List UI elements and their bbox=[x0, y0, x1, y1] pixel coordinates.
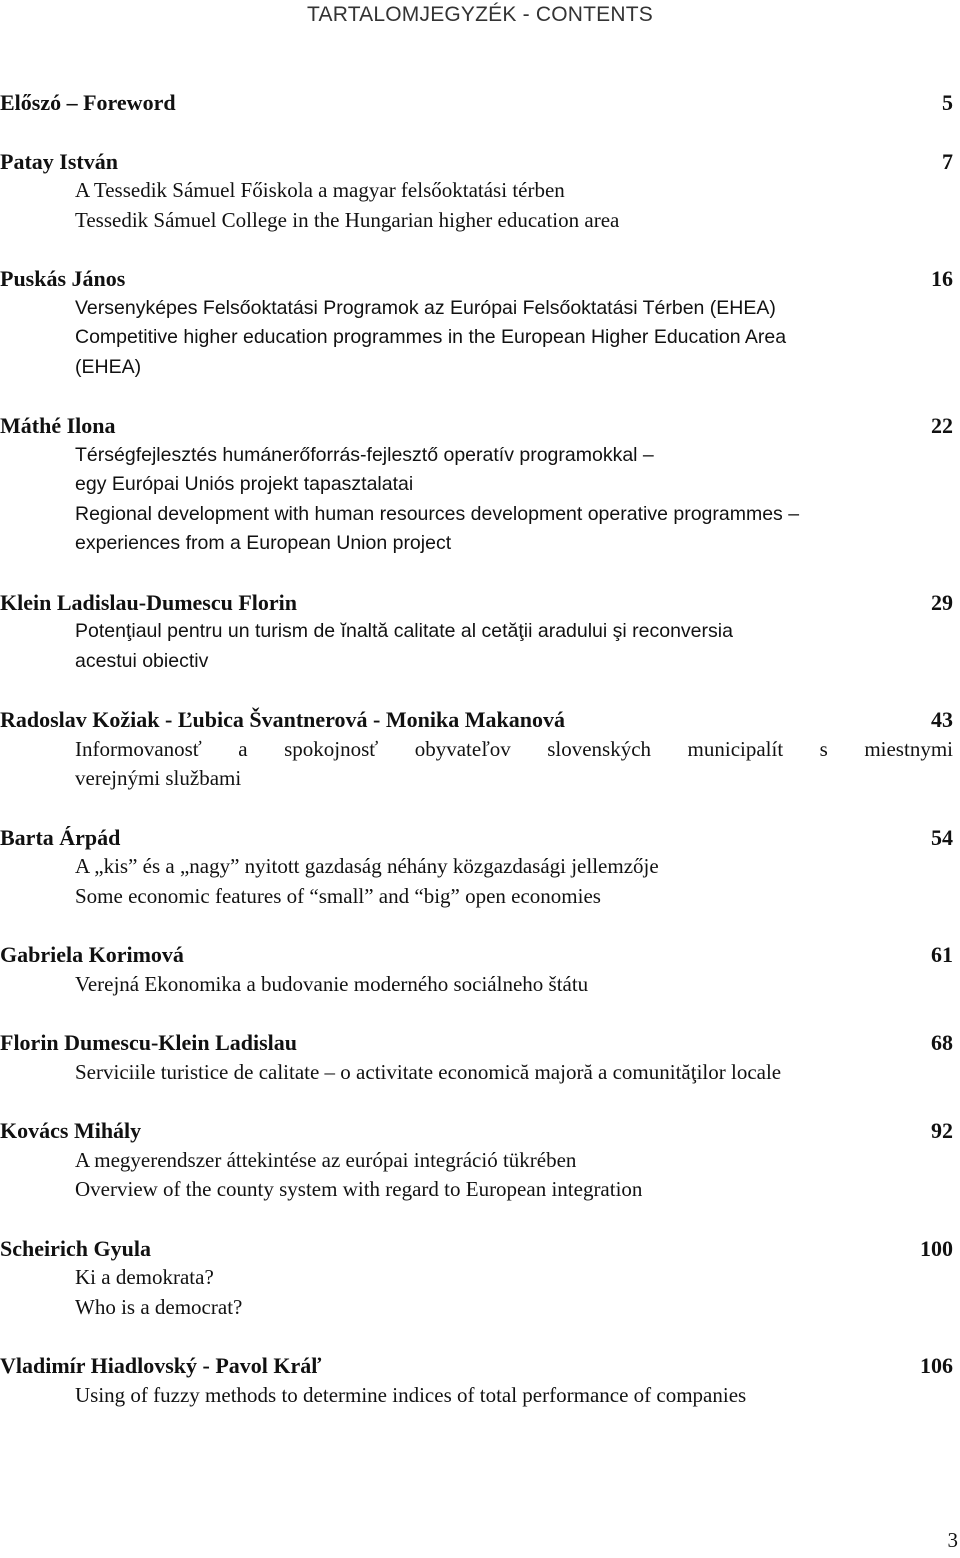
entry-page-number: 100 bbox=[920, 1235, 953, 1261]
entry-title: egy Európai Uniós projekt tapasztalatai bbox=[75, 473, 414, 495]
toc-entry-korimova[interactable] bbox=[0, 940, 953, 999]
entry-author: Előszó – Foreword bbox=[0, 90, 176, 115]
page-title: TARTALOMJEGYZÉK - CONTENTS bbox=[307, 3, 653, 26]
toc-entry-puskas[interactable] bbox=[0, 264, 953, 382]
entry-author: Klein Ladislau-Dumescu Florin bbox=[0, 589, 298, 615]
entry-title: Verejná Ekonomika a budovanie moderného sociálneho štátu bbox=[75, 971, 589, 996]
entry-title: A „kis” és a „nagy” nyitott gazdaság néhány közgazdasági jellemzője bbox=[75, 854, 659, 878]
entry-page-number: 5 bbox=[942, 90, 953, 115]
entry-title: (EHEA) bbox=[75, 355, 142, 378]
entry-author: Radoslav Kožiak - Ľubica Švantnerová - Monika Makanová bbox=[0, 707, 565, 732]
entry-page-number: 22 bbox=[931, 413, 953, 438]
entry-title: verejnými službami bbox=[75, 766, 242, 790]
entry-page-number: 106 bbox=[920, 1353, 953, 1378]
entry-title: A Tessedik Sámuel Főiskola a magyar felsőoktatási térben bbox=[75, 178, 565, 202]
entry-title: Serviciile turistice de calitate – o activitate economică majoră a comunităţilor locale bbox=[75, 1059, 782, 1084]
toc-entry-mathe[interactable] bbox=[0, 411, 953, 559]
entry-title: Potenţiaul pentru un turism de ĭnaltă calitate al cetăţii aradului şi reconversia bbox=[75, 620, 733, 642]
entry-author: Scheirich Gyula bbox=[0, 1235, 151, 1261]
entry-title: Térségfejlesztés humánerőforrás-fejlesztő operatív programokkal – bbox=[75, 443, 654, 466]
entry-page-number: 92 bbox=[931, 1118, 953, 1143]
entry-page-number: 7 bbox=[942, 148, 953, 174]
entry-title: Using of fuzzy methods to determine indices of total performance of companies bbox=[75, 1382, 747, 1407]
entry-author: Kovács Mihály bbox=[0, 1118, 142, 1143]
entry-author: Máthé Ilona bbox=[0, 413, 116, 438]
toc-entry-scheirich[interactable] bbox=[0, 1234, 953, 1323]
entry-title: Tessedik Sámuel College in the Hungarian higher education area bbox=[75, 207, 620, 232]
toc-entry-koziak[interactable] bbox=[0, 705, 953, 794]
table-of-contents bbox=[0, 88, 953, 1439]
entry-title: Who is a democrat? bbox=[75, 1294, 243, 1319]
entry-page-number: 61 bbox=[931, 942, 953, 967]
toc-entry-foreword[interactable] bbox=[0, 88, 953, 118]
entry-title: Regional development with human resources development operative programmes – bbox=[75, 502, 800, 525]
page-number: 3 bbox=[947, 1528, 958, 1552]
entry-title: experiences from a European Union project bbox=[75, 532, 452, 554]
entry-author: Gabriela Korimová bbox=[0, 942, 184, 967]
toc-entry-kovacs[interactable] bbox=[0, 1116, 953, 1205]
entry-page-number: 43 bbox=[931, 707, 953, 732]
entry-author: Florin Dumescu-Klein Ladislau bbox=[0, 1030, 298, 1055]
entry-page-number: 16 bbox=[931, 266, 953, 291]
entry-title: Some economic features of “small” and “big” open economies bbox=[75, 883, 601, 908]
entry-author: Puskás János bbox=[0, 266, 126, 291]
entry-title: A megyerendszer áttekintése az európai integráció tükrében bbox=[75, 1147, 577, 1172]
entry-author: Barta Árpád bbox=[0, 824, 121, 850]
toc-entry-hiadlovsky[interactable] bbox=[0, 1351, 953, 1410]
toc-entry-dumescu[interactable] bbox=[0, 1028, 953, 1087]
entry-title: Overview of the county system with regard to European integration bbox=[75, 1177, 643, 1201]
entry-title: Ki a demokrata? bbox=[75, 1265, 214, 1289]
toc-entry-patay[interactable] bbox=[0, 147, 953, 236]
toc-entry-barta[interactable] bbox=[0, 823, 953, 912]
entry-title: Competitive higher education programmes in the European Higher Education Area bbox=[75, 326, 787, 348]
entry-page-number: 29 bbox=[931, 589, 953, 615]
entry-title: Informovanosť a spokojnosť obyvateľov slovenských municipalít s miestnymi bbox=[75, 736, 953, 761]
entry-title: Versenyképes Felsőoktatási Programok az Európai Felsőoktatási Térben (EHEA) bbox=[75, 296, 776, 319]
entry-page-number: 68 bbox=[931, 1030, 953, 1055]
entry-author: Vladimír Hiadlovský - Pavol Kráľ bbox=[0, 1353, 322, 1378]
entry-title: acestui obiectiv bbox=[75, 649, 209, 672]
entry-page-number: 54 bbox=[931, 824, 953, 850]
entry-author: Patay István bbox=[0, 148, 118, 174]
toc-entry-klein[interactable] bbox=[0, 588, 953, 677]
